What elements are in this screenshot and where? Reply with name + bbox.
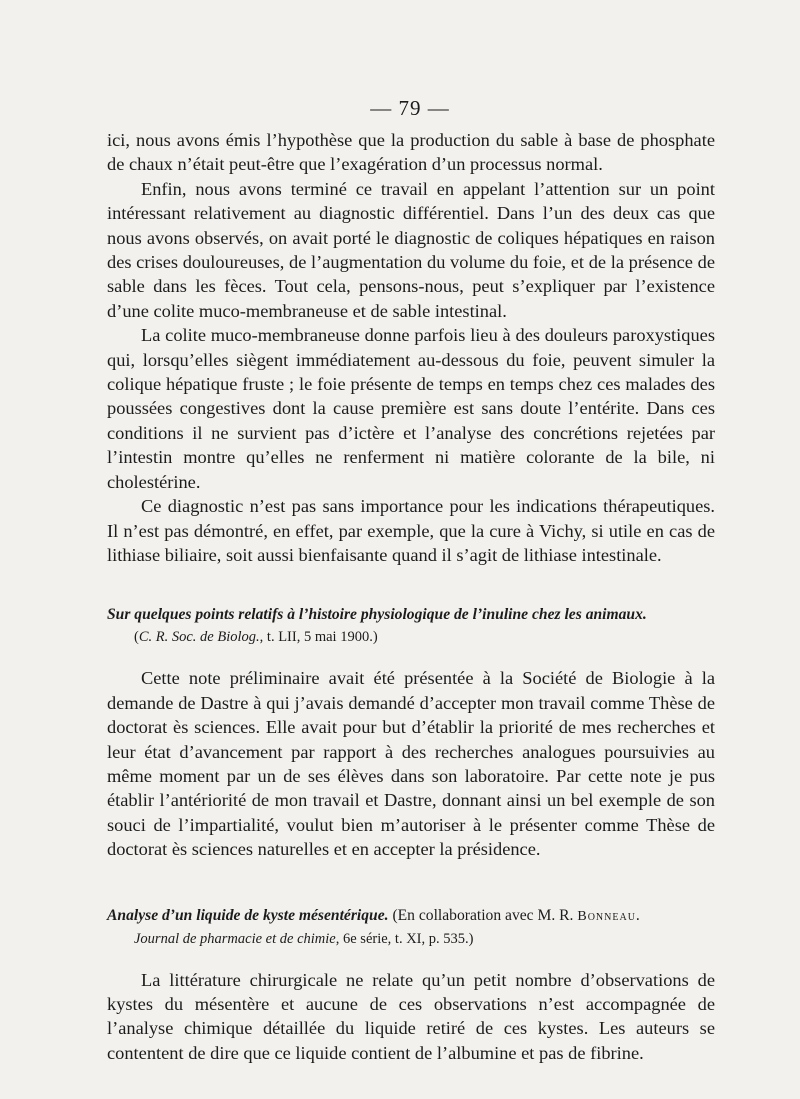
section-kyste-reference <box>107 928 715 950</box>
section-inuline-title: Sur quelques points relatifs à l’histoire physiologique de l’inuline chez les animaux. <box>107 606 647 624</box>
intro-paragraph-2: Enfin, nous avons terminé ce travail en appelant l’attention sur un point intéressant relativement au diagnostic différentiel. Dans l’un des deux cas que nous avons observés, on avait porté le diagnostic de coliques hépatiques en raison des crises douloureuses, de l’augmentation du volume du foie, et de la présence de sable dans les fèces. Tout cela, pensons-nous, peut s’expliquer par l’existence d’une colite muco-membraneuse et de sable intestinal. <box>107 178 715 321</box>
section-kyste-collab-end: . <box>635 906 640 924</box>
intro-paragraph-3: La colite muco-membraneuse donne parfois lieu à des douleurs paroxystiques qui, lorsqu’elles siègent immédiatement au-dessous du foie, peuvent simuler la colique hépatique fruste ; le foie présente de temps en temps chez ces malades des poussées congestives dont la cause première est sans doute l’entérite. Dans ces conditions il ne survient pas d’ictère et l’analyse des concrétions rejetées par l’intestin montre qu’elles ne renferment ni matière colorante de la bile, ni cholestérine. <box>107 325 715 492</box>
ref-journal: C. R. Soc. de Biolog. <box>138 629 260 646</box>
ref-details-2: , 6e série, t. XI, p. 535.) <box>335 930 474 947</box>
ref-open: ( <box>134 629 139 646</box>
section-kyste-title: Analyse d’un liquide de kyste mésentérique. <box>107 906 389 924</box>
section-kyste-heading <box>107 905 715 928</box>
section-kyste-collab: (En collaboration avec M. R. <box>388 906 578 924</box>
section-kyste-collab-name: Bonneau <box>577 908 636 924</box>
ref-details: , t. LII, 5 mai 1900.) <box>259 629 378 646</box>
page-number: — 79 — <box>370 96 450 120</box>
section-inuline-reference <box>107 626 715 648</box>
section-inuline-paragraph: Cette note préliminaire avait été présentée à la Société de Biologie à la demande de Dastre à qui j’avais demandé d’accepter mon travail comme Thèse de doctorat ès sciences. Elle avait pour but d’établir la priorité de mes recherches et leur état d’avancement par rapport à des recherches analogues poursuivies au même moment par un de ses élèves dans son laboratoire. Par cette note je pus établir l’antériorité de mon travail et Dastre, donnant ainsi un bel exemple de son souci de l’impartialité, voulut bien m’autoriser à le présenter comme Thèse de doctorat ès sciences naturelles et en accepter la présidence. <box>107 668 715 860</box>
page-body <box>107 128 715 1065</box>
section-kyste-paragraph: La littérature chirurgicale ne relate qu’un petit nombre d’observations de kystes du mésentère et aucune de ces observations n’est accompagnée de l’analyse chimique détaillée du liquide retiré de ces kystes. Les auteurs se contentent de dire que ce liquide contient de l’albumine et pas de fibrine. <box>107 969 715 1063</box>
ref-journal-2: Journal de pharmacie et de chimie <box>134 930 336 947</box>
intro-paragraph-1: ici, nous avons émis l’hypothèse que la production du sable à base de phosphate de chaux n’était peut-être que l’exagération d’un processus normal. <box>107 130 715 175</box>
intro-paragraph-4: Ce diagnostic n’est pas sans importance pour les indications thérapeutiques. Il n’est pas démontré, en effet, par exemple, que la cure à Vichy, si utile en cas de lithiase biliaire, soit aussi bienfaisante quand il s’agit de lithiase intestinale. <box>107 496 715 565</box>
